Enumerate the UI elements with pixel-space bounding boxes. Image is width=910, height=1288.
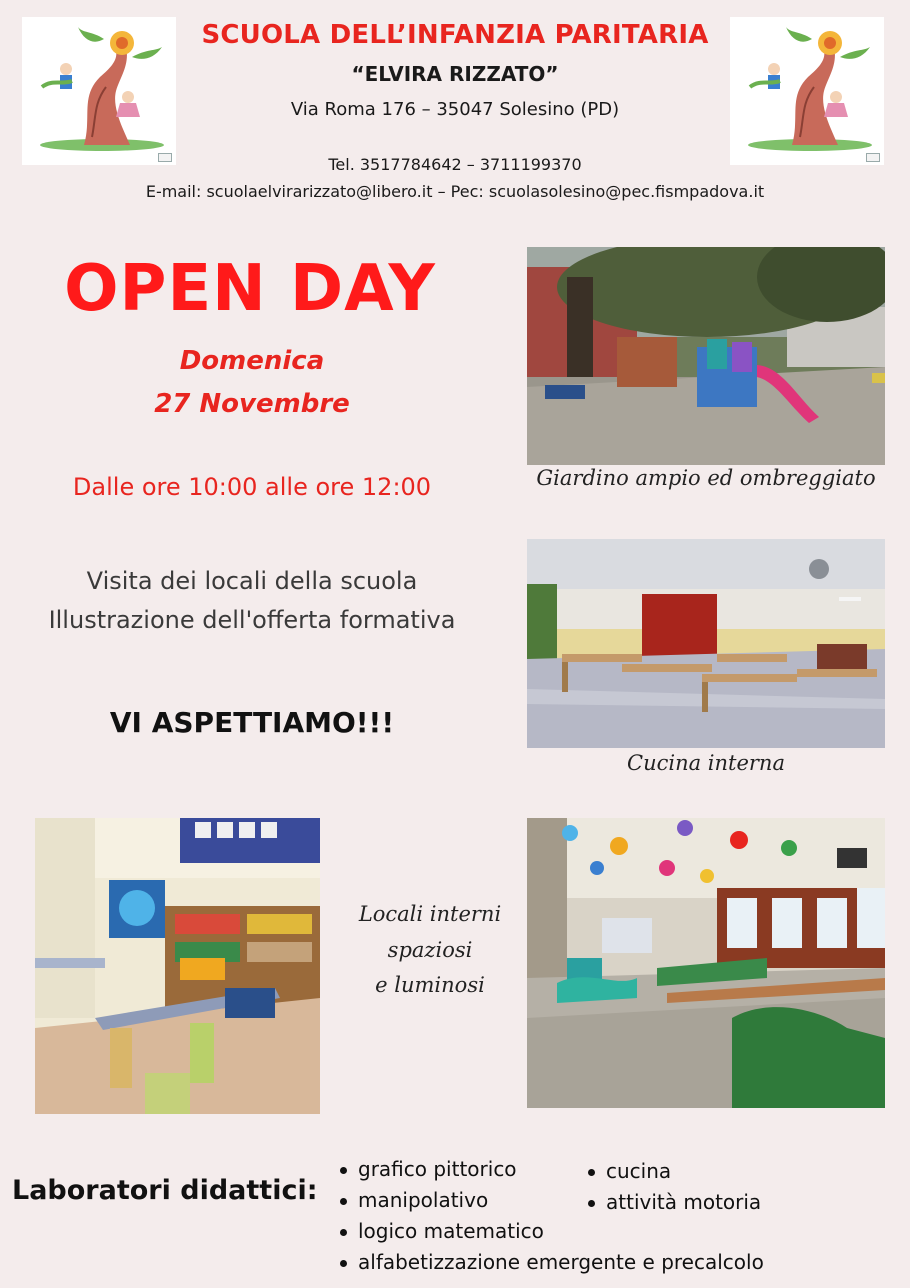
list-item: attività motoria — [584, 1187, 804, 1218]
kitchen-caption: Cucina interna — [627, 751, 785, 775]
list-item: cucina — [584, 1156, 804, 1187]
list-item: logico matematico — [336, 1216, 776, 1247]
school-address: Via Roma 176 – 35047 Solesino (PD) — [290, 99, 620, 120]
school-logo-left — [22, 17, 176, 165]
list-item: grafico pittorico — [336, 1154, 776, 1185]
labs-list-right — [584, 1156, 804, 1218]
event-closing: VI ASPETTIAMO!!! — [109, 706, 395, 739]
event-title: OPEN DAY — [64, 252, 436, 326]
rooms-caption-line-1: Locali interni — [358, 902, 502, 926]
garden-caption: Giardino ampio ed ombreggiato — [536, 466, 876, 490]
rooms-caption-line-2: spaziosi — [387, 938, 473, 962]
school-phone: Tel. 3517784642 – 3711199370 — [328, 155, 582, 174]
garden-photo — [527, 247, 885, 465]
school-email: E-mail: scuolaelvirarizzato@libero.it – Pec: scuolasolesino@pec.fismpadova.it — [145, 182, 765, 201]
classroom-photo — [35, 818, 320, 1114]
list-item: manipolativo — [336, 1185, 776, 1216]
school-name: “ELVIRA RIZZATO” — [351, 62, 559, 86]
school-type-heading: SCUOLA DELL’INFANZIA PARITARIA — [201, 20, 709, 50]
event-day: Domenica — [179, 346, 325, 376]
rooms-caption-line-3: e luminosi — [375, 973, 485, 997]
event-date: 27 Novembre — [154, 389, 350, 419]
event-visit-line-2: Illustrazione dell'offerta formativa — [48, 606, 456, 634]
dining-hall-photo — [527, 539, 885, 748]
event-hours: Dalle ore 10:00 alle ore 12:00 — [72, 473, 432, 501]
school-logo-right — [730, 17, 884, 165]
event-visit-line-1: Visita dei locali della scuola — [86, 567, 418, 595]
labs-title: Laboratori didattici: — [12, 1175, 318, 1206]
list-item: alfabetizzazione emergente e precalcolo — [336, 1247, 776, 1278]
playroom-photo — [527, 818, 885, 1108]
